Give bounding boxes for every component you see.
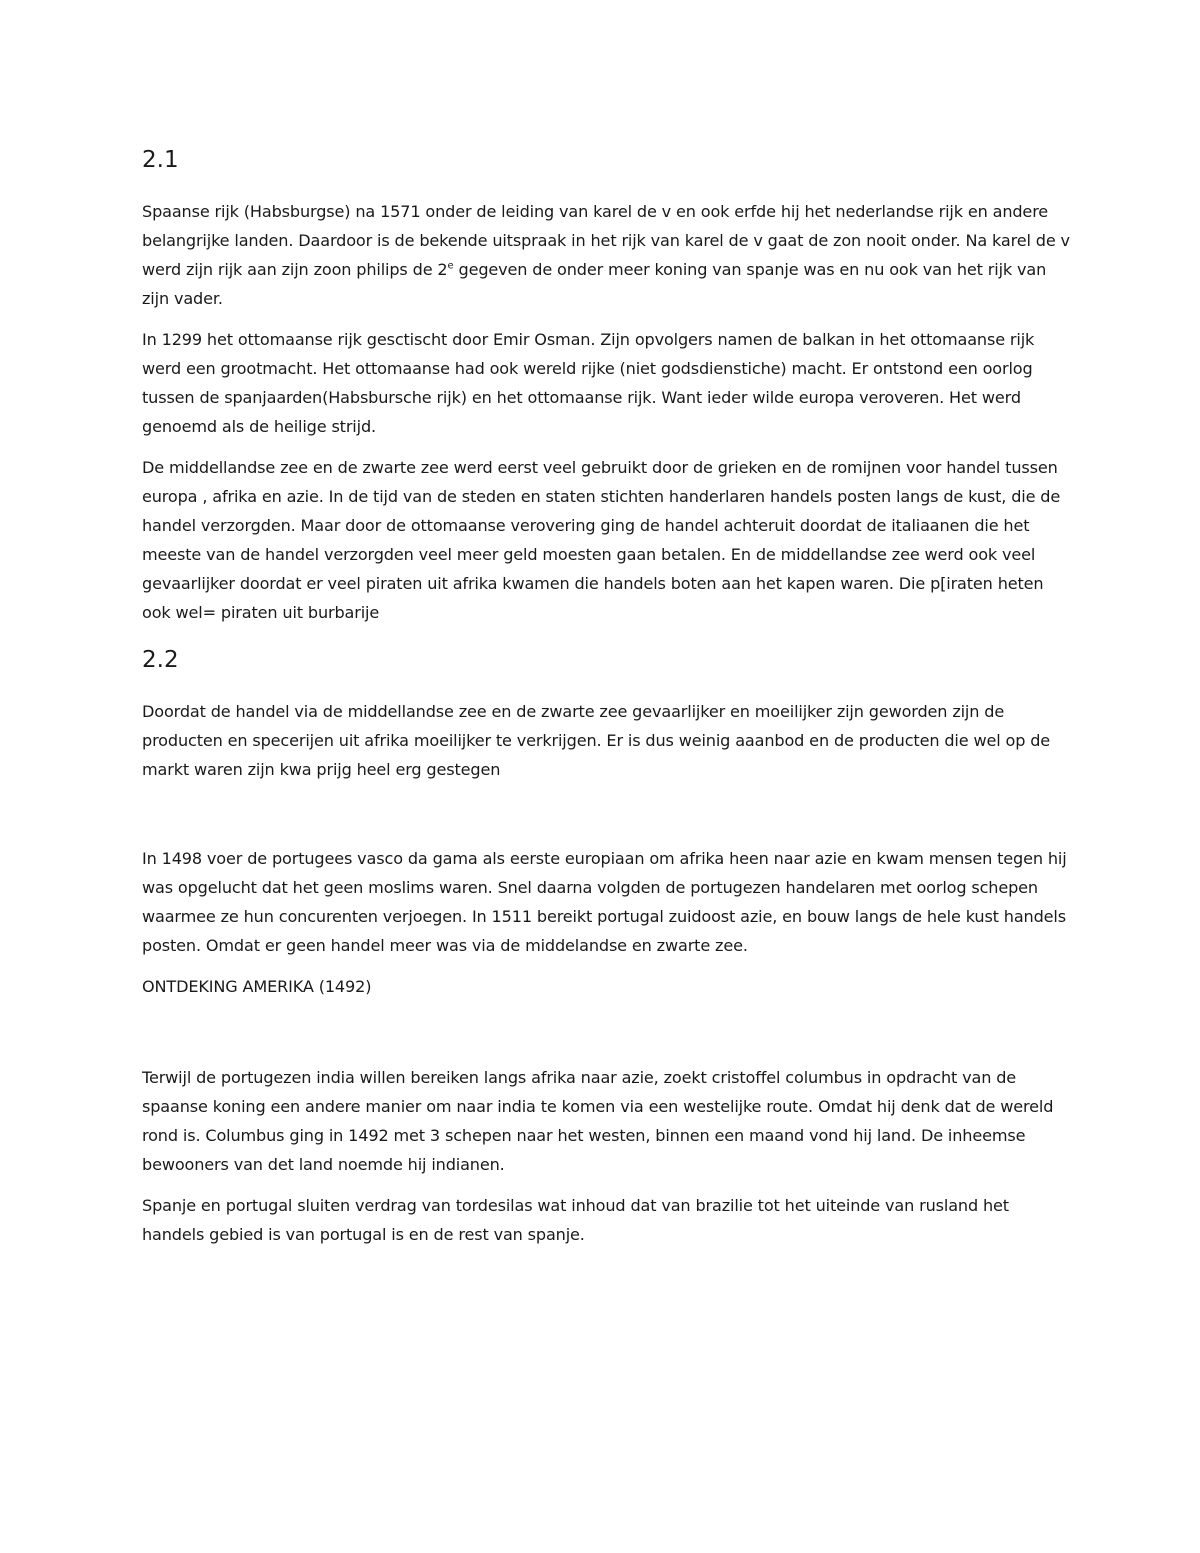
spacer (142, 796, 1072, 844)
paragraph-columbus: Terwijl de portugezen india willen bereiken langs afrika naar azie, zoekt cristoffel columbus in opdracht van de spaanse koning een andere manier om naar india te komen via een westelijke route. Omdat hij denk dat de wereld rond is. Columbus ging in 1492 met 3 schepen naar het westen, binnen een maand vond hij land. De inheemse bewooners van det land noemde hij indianen. (142, 1068, 1054, 1174)
paragraph-spaanse-rijk (142, 197, 1072, 313)
paragraph-vasco-da-gama: In 1498 voer de portugees vasco da gama als eerste europiaan om afrika heen naar azie en kwam mensen tegen hij was opgelucht dat het geen moslims waren. Snel daarna volgden de portugezen handelaren met oorlog schepen waarmee ze hun concurenten verjoegen. In 1511 bereikt portugal zuidoost azie, en bouw langs de hele kust handels posten. Omdat er geen handel meer was via de middelandse en zwarte zee. (142, 849, 1067, 955)
paragraph-middellandse-zee: De middellandse zee en de zwarte zee werd eerst veel gebruikt door de grieken en de romijnen voor handel tussen europa , afrika en azie. In de tijd van de steden en staten stichten handerlaren handels posten langs de kust, die de handel verzorgden. Maar door de ottomaanse verovering ging de handel achteruit doordat de italiaanen die het meeste van de handel verzorgden veel meer geld moesten gaan betalen. En de middellandse zee werd ook veel gevaarlijker doordat er veel piraten uit afrika kwamen die handels boten aan het kapen waren. Die p[iraten heten ook wel= piraten uit burbarije (142, 458, 1061, 622)
paragraph-ottomaanse-rijk: In 1299 het ottomaanse rijk gesctischt door Emir Osman. Zijn opvolgers namen de balkan in het ottomaanse rijk werd een grootmacht. Het ottomaanse had ook wereld rijke (niet godsdienstiche) macht. Er ontstond een oorlog tussen de spanjaarden(Habsbursche rijk) en het ottomaanse rijk. Want ieder wilde europa veroveren. Het werd genoemd als de heilige strijd. (142, 330, 1035, 436)
paragraph-text: Spaanse rijk (Habsburgse) na 1571 onder de leiding van karel de v en ook erfde hij het nederlandse rijk en andere belangrijke landen. Daardoor is de bekende uitspraak in het rijk van karel de v gaat de zon nooit onder. Na karel de v werd zijn rijk aan zijn zoon philips de 2 (142, 202, 1070, 279)
paragraph-text: gegeven de onder meer koning van spanje was en nu ook van het rijk van zijn vader. (142, 260, 1047, 308)
superscript: e (447, 260, 454, 272)
paragraph-handel-gevaarlijker: Doordat de handel via de middellandse zee en de zwarte zee gevaarlijker en moeilijker zijn geworden zijn de producten en specerijen uit afrika moeilijker te verkrijgen. Er is dus weinig aaanbod en de producten die wel op de markt waren zijn kwa prijg heel erg gestegen (142, 702, 1051, 779)
spacer (142, 1013, 1072, 1063)
paragraph-ontdeking-amerika: ONTDEKING AMERIKA (1492) (142, 977, 372, 996)
section-heading-2-1: 2.1 (142, 147, 179, 173)
paragraph-tordesilas: Spanje en portugal sluiten verdrag van tordesilas wat inhoud dat van brazilie tot het uiteinde van rusland het handels gebied is van portugal is en de rest van spanje. (142, 1196, 1009, 1244)
section-heading-2-2: 2.2 (142, 647, 179, 673)
document-page (142, 145, 1072, 1261)
